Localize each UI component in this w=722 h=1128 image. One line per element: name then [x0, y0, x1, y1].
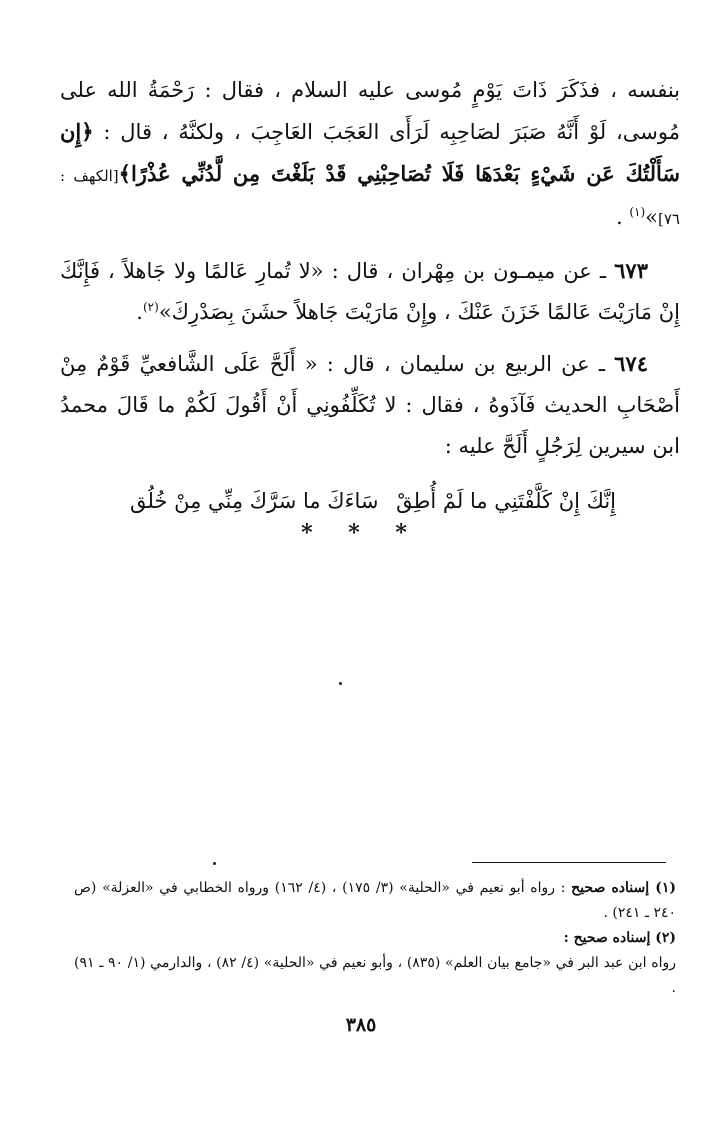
- footnote-2-label: (٢) إسناده صحيح :: [563, 930, 676, 946]
- scan-speck: [213, 862, 216, 865]
- section-separator: * * *: [301, 520, 421, 546]
- footnote-1-label: (١) إسناده صحيح: [571, 880, 677, 896]
- paragraph-674: [60, 343, 680, 467]
- footnote-marker-1: (١): [629, 205, 646, 219]
- narration-number-673: ٦٧٣: [614, 258, 648, 283]
- quran-verse: ﴿إِن سَأَلْتُكَ عَن شَيْءٍ بَعْدَهَا فَلَا تُصَاحِبْنِي قَدْ بَلَغْتَ مِن لَّدُنِّي عُذْرًا﴾: [60, 119, 680, 186]
- footnote-1-text: : رواه أبو نعيم في «الحلية» (٣/ ١٧٥) ، (٤/ ١٦٢) ورواه الخطابي في «العزلة» (ص ٢٤٠ ـ ٢٤١) .: [74, 880, 676, 921]
- main-text: [60, 70, 680, 522]
- poetry-verse: [130, 481, 680, 522]
- footnotes: [74, 876, 676, 1001]
- narration-text-674: ـ عن الربيع بن سليمان ، قال : « أَلَحَّ عَلَى الشَّافعيِّ قَوْمٌ مِنْ أَصْحَابِ الحديث فَآذَوهُ ، فقال : لا تُكَلِّفُونِي أَنْ أَقُولَ لَكُمْ ما قَالَ محمدُ ابن سيرين لِرَجُلٍ أَلَحَّ عليه :: [60, 352, 680, 458]
- quran-reference: [الكهف : ٧٦]: [60, 167, 680, 228]
- narration-end-673: .: [136, 300, 143, 324]
- paragraph-musa: [60, 70, 680, 240]
- page-number: ٣٨٥: [345, 1014, 377, 1036]
- narration-number-674: ٦٧٤: [614, 351, 648, 376]
- paragraph-musa-lead: بنفسه ، فذَكَرَ ذَاتَ يَوْمٍ مُوسى عليه السلام ، فقال : رَحْمَةُ الله على مُوسى، لَوْ أَنَّهُ صَبَرَ لصَاحِبِه لَرَأَى العَجَبَ العَاجِبَ ، ولكنَّهُ ، قال :: [60, 78, 681, 144]
- footnote-1: [74, 876, 676, 926]
- quote-close: »: [645, 205, 659, 229]
- footnote-marker-2: (٢): [142, 300, 159, 314]
- footnote-rule: [472, 862, 666, 863]
- narration-text-673: ـ عن ميمـون بن مِهْران ، قال : «لا تُمارِ عَالمًا ولا جَاهلاً ، فَإِنَّكَ إِنْ مَارَيْتَ عَالمًا خَزَنَ عَنْكَ ، وإِنْ مَارَيْتَ جَاهلاً حشَنَ بِصَدْرِكَ»: [60, 259, 680, 324]
- verse-second-hemistich: سَاءَكَ ما سَرَّكَ مِنِّي مِنْ خُلُق: [130, 489, 379, 513]
- verse-first-hemistich: إِنَّكَ إِنْ كَلَّفْتَنِي ما لَمْ أُطِقْ: [396, 489, 616, 513]
- footnote-2: [74, 926, 676, 1001]
- paragraph-673: [60, 250, 680, 333]
- footnote-2-text: رواه ابن عبد البر في «جامع بيان العلم» (٨٣٥) ، وأبو نعيم في «الحلية» (٤/ ٨٢) ، والدارمي (١/ ٩٠ ـ ٩١) .: [74, 955, 676, 996]
- scan-speck: [339, 682, 342, 685]
- paragraph-musa-end: .: [615, 205, 630, 229]
